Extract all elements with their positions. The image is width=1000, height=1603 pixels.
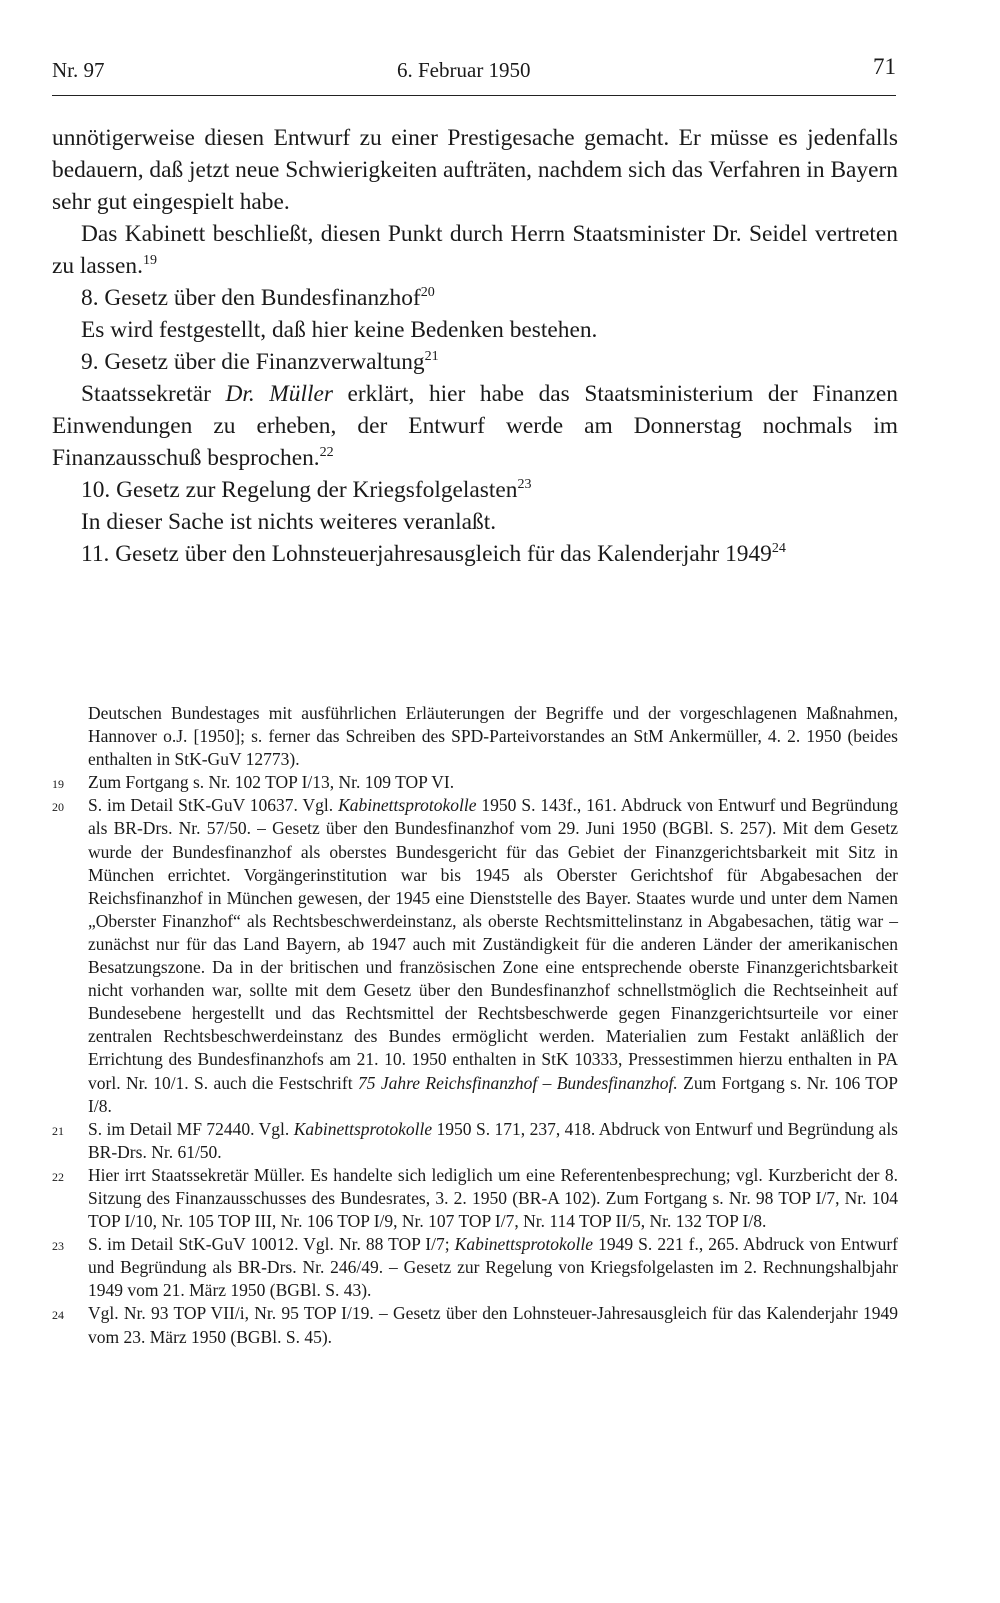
agenda-item-heading	[52, 282, 898, 314]
running-header	[52, 54, 896, 90]
footnote-ref[interactable]: 22	[319, 444, 334, 461]
footnote-number: 20	[52, 800, 64, 815]
agenda-item-text: 11. Gesetz über den Lohnsteuerjahresausgleich für das Kalenderjahr 1949	[81, 541, 772, 567]
footnote-text: 1950 S. 171, 237, 418. Abdruck von Entwurf und Begründung als BR-Drs. Nr. 61/50.	[88, 1118, 898, 1162]
footnote-ref[interactable]: 20	[420, 284, 435, 301]
publication-title: 75 Jahre Reichsfinanzhof – Bundesfinanzhof.	[357, 1072, 678, 1093]
footnote-text: Hier irrt Staatssekretär Müller. Es handelte sich lediglich um eine Referentenbesprechung; vgl. Kurzbericht der 8. Sitzung des Finanzausschusses des Bundesrates, 3. 2. 1950 (BR-A 102). Zum Fortgang s. Nr. 98 TOP I/7, Nr. 104 TOP I/10, Nr. 105 TOP III, Nr. 106 TOP I/9, Nr. 107 TOP I/7, Nr. 114 TOP II/5, Nr. 132 TOP I/8.	[88, 1164, 898, 1232]
paragraph: In dieser Sache ist nichts weiteres veranlaßt.	[81, 509, 497, 535]
footnote-text: S. im Detail StK-GuV 10012. Vgl. Nr. 88 TOP I/7;	[88, 1234, 455, 1255]
publication-title: Kabinettsprotokolle	[293, 1118, 433, 1139]
footnote-24	[52, 1302, 898, 1348]
agenda-item-text: 9. Gesetz über die Finanzverwaltung	[81, 349, 425, 375]
footnote-number: 24	[52, 1308, 64, 1323]
paragraph-text: erklärt, hier habe das Staatsministerium der Finanzen Einwendungen zu erheben, der Entwurf werde am Donnerstag nochmals im Finanzausschuß besprochen.	[52, 381, 899, 471]
person-name: Dr. Müller	[225, 381, 333, 407]
footnote-ref[interactable]: 21	[424, 348, 439, 365]
agenda-item-heading	[52, 538, 898, 570]
agenda-item-text: 10. Gesetz zur Regelung der Kriegsfolgelasten	[81, 477, 518, 503]
footnote-23	[52, 1233, 898, 1302]
footnote-20	[52, 794, 898, 1117]
paragraph-text: Staatssekretär	[81, 381, 226, 407]
footnote-number: 19	[52, 777, 64, 792]
footnote-number: 23	[52, 1239, 64, 1254]
paragraph: unnötigerweise diesen Entwurf zu einer Prestigesache gemacht. Er müsse es jedenfalls bedauern, daß jetzt neue Schwierigkeiten aufträten, nachdem sich das Verfahren in Bayern sehr gut eingespielt habe.	[52, 125, 898, 215]
agenda-item-heading	[52, 474, 898, 506]
footnote-19	[52, 771, 898, 794]
paragraph-text: Das Kabinett beschließt, diesen Punkt durch Herrn Staatsminister Dr. Seidel vertreten zu lassen.	[52, 221, 898, 279]
session-date: 6. Februar 1950	[397, 58, 531, 82]
main-text	[52, 122, 898, 570]
footnote-ref[interactable]: 24	[771, 540, 786, 557]
footnote-text: S. im Detail StK-GuV 10637. Vgl.	[88, 795, 339, 816]
paragraph	[52, 378, 898, 474]
footnote-number: 22	[52, 1169, 64, 1184]
footnote-ref[interactable]: 19	[142, 252, 157, 269]
publication-title: Kabinettsprotokolle	[338, 795, 477, 816]
footnote-text: S. im Detail MF 72440. Vgl.	[88, 1118, 294, 1139]
footnote-continuation: Deutschen Bundestages mit ausführlichen Erläuterungen der Begriffe und der vorgeschlagenen Maßnahmen, Hannover o.J. [1950]; s. ferner das Schreiben des SPD-Parteivorstandes an StM Ankermüller, 4. 2. 1950 (beides enthalten in StK-GuV 12773).	[88, 703, 898, 770]
footnote-21	[52, 1118, 898, 1164]
agenda-item-text: 8. Gesetz über den Bundesfinanzhof	[81, 285, 421, 311]
footnote-text: 1950 S. 143f., 161. Abdruck von Entwurf und Begründung als BR-Drs. Nr. 57/50. – Gesetz über den Bundesfinanzhof vom 29. Juni 1950 (BGBl. S. 257). Mit dem Gesetz wurde der Bundesfinanzhof als oberstes Bundesgericht für das Gebiet der Finanzgerichtsbarkeit mit Sitz in München errichtet. Vorgängerinstitution war bis 1945 als Oberster Gerichtshof für Abgabesachen der Reichsfinanzhof in München gewesen, der 1945 eine Dienststelle des Bayer. Staates wurde und unter dem Namen „Oberster Finanzhof“ als Rechtsbeschwerdeinstanz, als oberste Rechtsmittelinstanz in Abgabesachen, tätig war – zunächst nur für das Land Bayern, ab 1947 auch mit Zuständigkeit für die anderen Länder der amerikanischen Besatzungszone. Da in der britischen und französischen Zone eine entsprechende oberste Finanzgerichtsbarkeit nicht vorhanden war, sollte mit dem Gesetz über den Bundesfinanzhof schnellstmöglich die Rechtseinheit auf Bundesebene hergestellt und das Rechtsmittel der Rechtsbeschwerde gegen Finanzgerichtsurteile vor einer zentralen Rechtsbeschwerdeinstanz des Bundes ermöglicht werden. Materialien zum Festakt anläßlich der Errichtung des Bundesfinanzhofs am 21. 10. 1950 enthalten in StK 10333, Pressestimmen hierzu enthalten in PA vorl. Nr. 10/1. S. auch die Festschrift	[88, 795, 898, 1093]
footnotes	[52, 702, 898, 1349]
paragraph	[52, 218, 898, 282]
footnote-ref[interactable]: 23	[517, 476, 532, 493]
footnote-text: 1949 S. 221 f., 265. Abdruck von Entwurf und Begründung als BR-Drs. Nr. 246/49. – Gesetz zur Regelung von Kriegsfolgelasten im 2. Rechnungshalbjahr 1949 vom 21. März 1950 (BGBl. S. 43).	[88, 1234, 898, 1301]
publication-title: Kabinettsprotokolle	[454, 1234, 594, 1255]
footnote-text: Zum Fortgang s. Nr. 106 TOP I/8.	[88, 1072, 899, 1116]
document-number: Nr. 97	[52, 58, 105, 82]
paragraph: Es wird festgestellt, daß hier keine Bedenken bestehen.	[81, 317, 598, 343]
footnote-number: 21	[52, 1123, 64, 1138]
footnote-text: Zum Fortgang s. Nr. 102 TOP I/13, Nr. 109 TOP VI.	[88, 772, 455, 793]
footnote-text: Vgl. Nr. 93 TOP VII/i, Nr. 95 TOP I/19. – Gesetz über den Lohnsteuer-Jahresausgleich für das Kalenderjahr 1949 vom 23. März 1950 (BGBl. S. 45).	[88, 1303, 898, 1347]
page-number: 71	[873, 54, 896, 79]
footnote-22	[52, 1164, 898, 1233]
agenda-item-heading	[52, 346, 898, 378]
header-rule	[52, 95, 896, 96]
